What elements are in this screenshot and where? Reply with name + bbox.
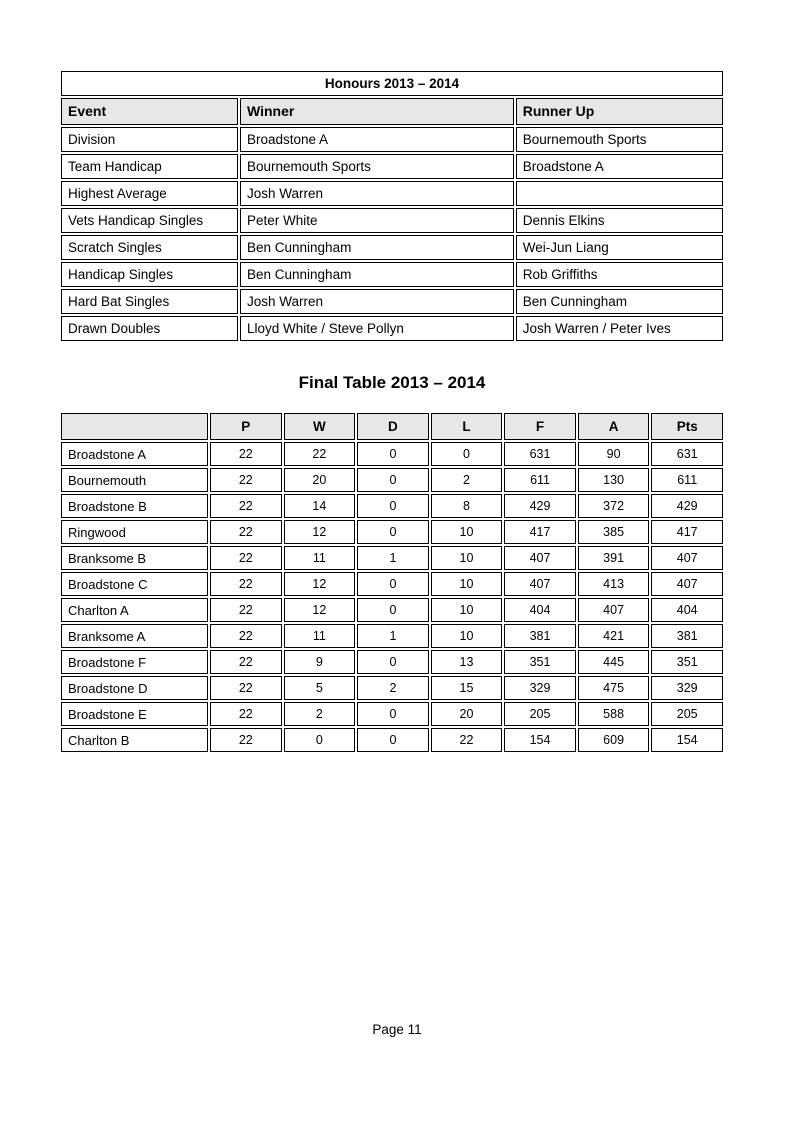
honours-cell: Wei-Jun Liang	[516, 235, 723, 260]
final-table-row	[61, 702, 723, 726]
honours-column-header: Event	[61, 98, 238, 125]
final-table-cell: Broadstone C	[61, 572, 208, 596]
final-table-cell: 329	[651, 676, 723, 700]
final-table-cell: 631	[504, 442, 576, 466]
final-table-cell: 381	[651, 624, 723, 648]
final-table-cell: 1	[357, 546, 429, 570]
final-table-cell: 417	[651, 520, 723, 544]
final-table-cell: 0	[357, 520, 429, 544]
final-table-row	[61, 520, 723, 544]
honours-cell: Dennis Elkins	[516, 208, 723, 233]
final-table-cell: 445	[578, 650, 650, 674]
final-table-cell: 205	[504, 702, 576, 726]
final-table-cell: 10	[431, 520, 503, 544]
final-table-cell: 609	[578, 728, 650, 752]
final-table-cell: 351	[651, 650, 723, 674]
final-table-cell: 0	[357, 650, 429, 674]
honours-cell: Ben Cunningham	[240, 262, 514, 287]
final-table-cell: 588	[578, 702, 650, 726]
honours-cell: Handicap Singles	[61, 262, 238, 287]
final-table-cell: 22	[210, 442, 282, 466]
final-table-cell: Branksome B	[61, 546, 208, 570]
final-table-cell: 22	[210, 598, 282, 622]
final-table-cell: 407	[578, 598, 650, 622]
honours-title-row	[61, 71, 723, 96]
final-table-cell: 13	[431, 650, 503, 674]
final-table-cell: 10	[431, 598, 503, 622]
final-table-cell: 631	[651, 442, 723, 466]
honours-row	[61, 208, 723, 233]
final-table-cell: 385	[578, 520, 650, 544]
honours-cell: Hard Bat Singles	[61, 289, 238, 314]
honours-row	[61, 289, 723, 314]
final-table-cell: 22	[210, 520, 282, 544]
honours-row	[61, 316, 723, 341]
final-table-cell: 22	[210, 624, 282, 648]
final-table-column-header	[61, 413, 208, 440]
final-table-cell: 10	[431, 546, 503, 570]
final-table-cell: 12	[284, 520, 356, 544]
honours-cell: Ben Cunningham	[516, 289, 723, 314]
final-table-cell: 404	[651, 598, 723, 622]
final-table-cell: 154	[504, 728, 576, 752]
final-table-row	[61, 676, 723, 700]
final-table-cell: 14	[284, 494, 356, 518]
final-table-cell: 0	[357, 728, 429, 752]
final-table-row	[61, 598, 723, 622]
final-table-cell: Bournemouth	[61, 468, 208, 492]
final-table-column-header: Pts	[651, 413, 723, 440]
final-table-cell: Broadstone A	[61, 442, 208, 466]
final-table-cell: Charlton A	[61, 598, 208, 622]
final-table-cell: 2	[357, 676, 429, 700]
honours-cell: Broadstone A	[240, 127, 514, 152]
honours-cell: Peter White	[240, 208, 514, 233]
honours-cell: Broadstone A	[516, 154, 723, 179]
final-table-cell: 22	[431, 728, 503, 752]
final-table-cell: Broadstone F	[61, 650, 208, 674]
final-table-cell: 22	[210, 546, 282, 570]
final-table-row	[61, 624, 723, 648]
honours-row	[61, 127, 723, 152]
honours-cell: Division	[61, 127, 238, 152]
final-table-column-header: A	[578, 413, 650, 440]
final-table-cell: 2	[431, 468, 503, 492]
final-table-cell: 10	[431, 572, 503, 596]
final-table-cell: Broadstone D	[61, 676, 208, 700]
final-table-cell: 611	[504, 468, 576, 492]
final-table-cell: 12	[284, 598, 356, 622]
final-table-cell: 413	[578, 572, 650, 596]
final-table-row	[61, 442, 723, 466]
final-table-cell: 22	[284, 442, 356, 466]
final-table-cell: 9	[284, 650, 356, 674]
final-table-cell: 0	[357, 468, 429, 492]
honours-cell	[516, 181, 723, 206]
final-table-cell: 0	[357, 494, 429, 518]
honours-column-header: Runner Up	[516, 98, 723, 125]
final-table-cell: 421	[578, 624, 650, 648]
page-content	[59, 69, 725, 754]
honours-title: Honours 2013 – 2014	[61, 71, 723, 96]
honours-table	[59, 69, 725, 343]
final-table-cell: 475	[578, 676, 650, 700]
page-number: Page 11	[372, 1022, 422, 1037]
honours-cell: Vets Handicap Singles	[61, 208, 238, 233]
final-table-cell: 5	[284, 676, 356, 700]
final-table-cell: Broadstone E	[61, 702, 208, 726]
final-table-cell: 20	[284, 468, 356, 492]
final-table-cell: Ringwood	[61, 520, 208, 544]
final-table-cell: 407	[504, 572, 576, 596]
final-table-cell: 0	[357, 572, 429, 596]
final-table-cell: 2	[284, 702, 356, 726]
final-table-cell: 22	[210, 728, 282, 752]
final-table-row	[61, 546, 723, 570]
honours-header-row	[61, 98, 723, 125]
honours-cell: Rob Griffiths	[516, 262, 723, 287]
final-table-cell: 407	[651, 572, 723, 596]
final-table-cell: 611	[651, 468, 723, 492]
final-table-cell: 12	[284, 572, 356, 596]
honours-row	[61, 181, 723, 206]
final-table-cell: 22	[210, 572, 282, 596]
final-table-cell: 205	[651, 702, 723, 726]
final-table-cell: 1	[357, 624, 429, 648]
honours-row	[61, 235, 723, 260]
final-table-header-row	[61, 413, 723, 440]
honours-cell: Drawn Doubles	[61, 316, 238, 341]
final-table-cell: 0	[357, 702, 429, 726]
honours-cell: Lloyd White / Steve Pollyn	[240, 316, 514, 341]
final-table-cell: 0	[284, 728, 356, 752]
final-table-row	[61, 728, 723, 752]
honours-cell: Bournemouth Sports	[240, 154, 514, 179]
final-table-cell: 22	[210, 494, 282, 518]
final-table-title: Final Table 2013 – 2014	[298, 373, 486, 392]
final-table-column-header: L	[431, 413, 503, 440]
final-table-cell: 11	[284, 546, 356, 570]
honours-cell: Josh Warren / Peter Ives	[516, 316, 723, 341]
honours-row	[61, 154, 723, 179]
final-table-cell: 372	[578, 494, 650, 518]
final-table-cell: 404	[504, 598, 576, 622]
honours-row	[61, 262, 723, 287]
honours-cell: Team Handicap	[61, 154, 238, 179]
final-table-cell: Broadstone B	[61, 494, 208, 518]
final-table-cell: Branksome A	[61, 624, 208, 648]
final-table-cell: 429	[504, 494, 576, 518]
final-table-cell: 0	[431, 442, 503, 466]
final-table-column-header: W	[284, 413, 356, 440]
final-table-cell: 429	[651, 494, 723, 518]
final-table-cell: 0	[357, 598, 429, 622]
honours-cell: Scratch Singles	[61, 235, 238, 260]
final-table-cell: 11	[284, 624, 356, 648]
final-table-cell: 22	[210, 468, 282, 492]
final-table-row	[61, 572, 723, 596]
final-table-cell: 0	[357, 442, 429, 466]
final-table-cell: Charlton B	[61, 728, 208, 752]
final-table-column-header: D	[357, 413, 429, 440]
honours-cell: Highest Average	[61, 181, 238, 206]
final-table-column-header: F	[504, 413, 576, 440]
final-table-cell: 407	[504, 546, 576, 570]
final-table-cell: 22	[210, 650, 282, 674]
final-table-cell: 22	[210, 702, 282, 726]
final-table-row	[61, 650, 723, 674]
honours-cell: Josh Warren	[240, 181, 514, 206]
final-table-cell: 8	[431, 494, 503, 518]
final-table-row	[61, 494, 723, 518]
final-table-cell: 22	[210, 676, 282, 700]
honours-column-header: Winner	[240, 98, 514, 125]
final-table-cell: 90	[578, 442, 650, 466]
final-table	[59, 411, 725, 754]
final-table-cell: 381	[504, 624, 576, 648]
final-table-cell: 391	[578, 546, 650, 570]
honours-cell: Bournemouth Sports	[516, 127, 723, 152]
final-table-cell: 351	[504, 650, 576, 674]
final-table-cell: 20	[431, 702, 503, 726]
final-table-cell: 130	[578, 468, 650, 492]
final-table-cell: 10	[431, 624, 503, 648]
honours-cell: Ben Cunningham	[240, 235, 514, 260]
final-table-cell: 154	[651, 728, 723, 752]
final-table-cell: 329	[504, 676, 576, 700]
final-table-row	[61, 468, 723, 492]
final-table-cell: 417	[504, 520, 576, 544]
honours-cell: Josh Warren	[240, 289, 514, 314]
final-table-cell: 407	[651, 546, 723, 570]
final-table-column-header: P	[210, 413, 282, 440]
final-table-cell: 15	[431, 676, 503, 700]
